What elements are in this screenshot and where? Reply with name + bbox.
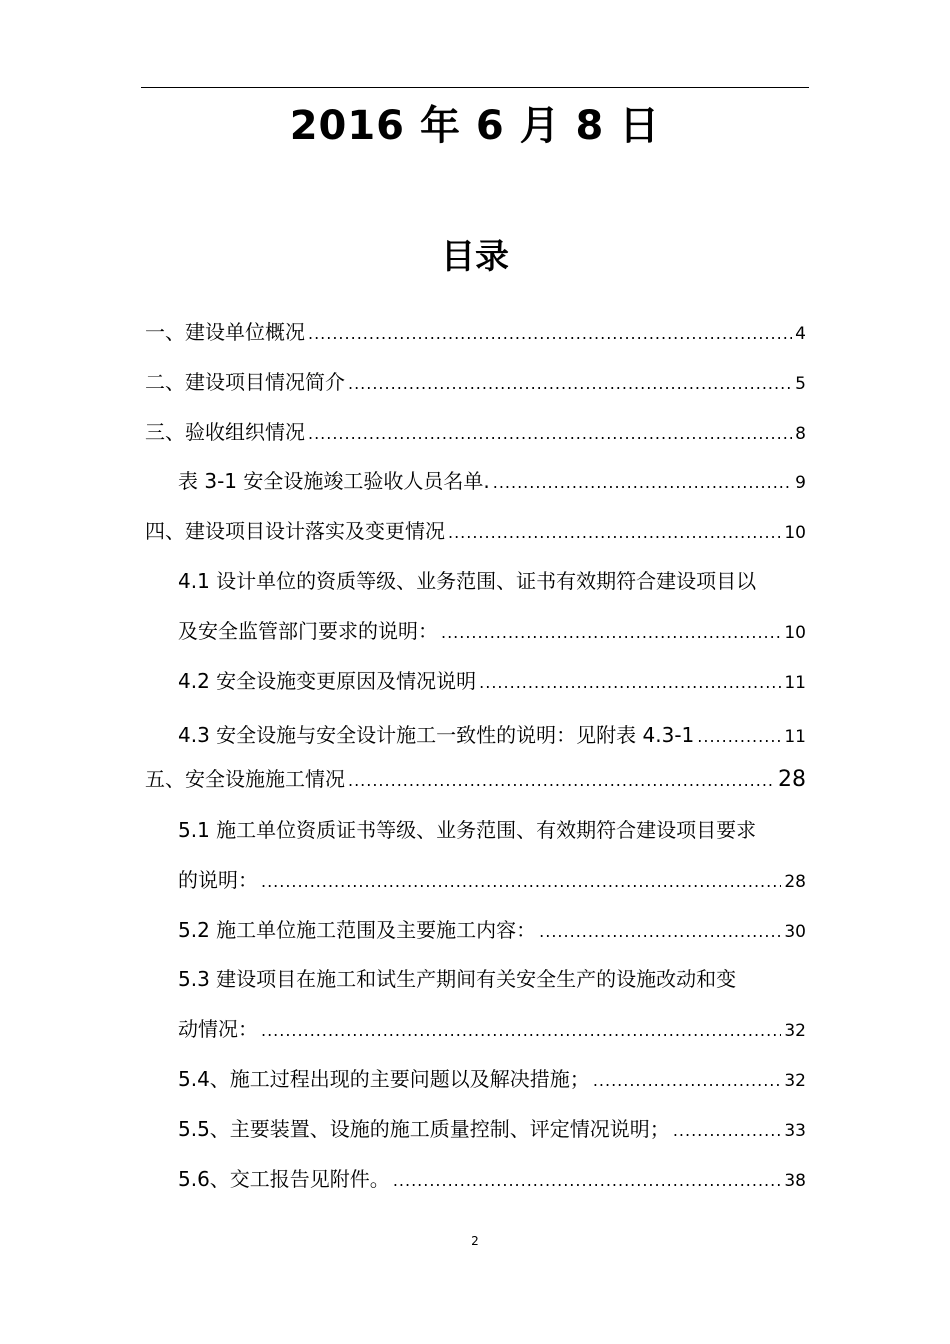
toc-entry-page: 28 — [784, 872, 806, 892]
toc-entry-text: 五、安全设施施工情况 — [145, 767, 345, 791]
toc-leader-dots — [348, 767, 775, 795]
toc-leader-dots — [493, 469, 792, 497]
toc-entry[interactable] — [178, 667, 806, 695]
toc-entry-text: 4.2 安全设施变更原因及情况说明 — [178, 669, 477, 693]
toc-leader-dots — [308, 320, 792, 348]
toc-entry-page: 11 — [784, 673, 806, 693]
toc-entry-page: 8 — [795, 424, 806, 444]
toc-entry-text: 4.3 安全设施与安全设计施工一致性的说明：见附表 4.3-1 — [178, 723, 695, 747]
toc-leader-dots — [448, 519, 781, 547]
toc-entry-page: 9 — [795, 473, 806, 493]
toc-entry-text-line1: 5.3 建设项目在施工和试生产期间有关安全生产的设施改动和变 — [178, 967, 737, 991]
toc-entry[interactable] — [145, 765, 806, 793]
toc-entry[interactable] — [178, 1165, 806, 1193]
toc-leader-dots — [393, 1167, 782, 1195]
toc-entry-text: 5.5、主要装置、设施的施工质量控制、评定情况说明； — [178, 1117, 670, 1141]
toc-entry-page: 33 — [784, 1121, 806, 1141]
toc-leader-dots — [261, 1017, 781, 1045]
toc-title: 目录 — [441, 237, 509, 277]
toc-entry-text: 表 3-1 安全设施竣工验收人员名单. — [178, 469, 490, 493]
toc-entry-page: 28 — [778, 767, 806, 792]
toc-entry-text: 一、建设单位概况 — [145, 320, 305, 344]
toc-leader-dots — [261, 868, 781, 896]
toc-entry-text-line1: 4.1 设计单位的资质等级、业务范围、证书有效期符合建设项目以 — [178, 569, 757, 593]
toc-entry-text: 三、验收组织情况 — [145, 420, 305, 444]
toc-leader-dots — [308, 420, 792, 448]
toc-entry-page: 11 — [784, 727, 806, 747]
toc-leader-dots — [441, 619, 781, 647]
page-number: 2 — [471, 1234, 479, 1248]
toc-entry-text: 的说明： — [178, 868, 258, 892]
toc-leader-dots — [697, 723, 781, 751]
document-date: 2016 年 6 月 8 日 — [289, 103, 661, 149]
toc-entry[interactable] — [145, 368, 806, 396]
toc-entry-text: 5.4、施工过程出现的主要问题以及解决措施； — [178, 1067, 590, 1091]
toc-leader-dots — [539, 918, 781, 946]
toc-leader-dots — [479, 669, 781, 697]
toc-entry[interactable] — [145, 517, 806, 545]
toc-entry-page: 32 — [784, 1071, 806, 1091]
toc-leader-dots — [593, 1067, 782, 1095]
toc-entry-text-line1: 5.1 施工单位资质证书等级、业务范围、有效期符合建设项目要求 — [178, 818, 757, 842]
toc-entry-text: 二、建设项目情况简介 — [145, 370, 345, 394]
toc-leader-dots — [673, 1117, 782, 1145]
toc-entry-page: 32 — [784, 1021, 806, 1041]
toc-leader-dots — [348, 370, 792, 398]
toc-entry-page: 5 — [795, 374, 806, 394]
toc-entry[interactable] — [178, 617, 806, 645]
toc-entry-page: 10 — [784, 523, 806, 543]
toc-entry[interactable] — [178, 916, 806, 944]
header-rule — [141, 87, 809, 88]
toc-entry-page: 30 — [784, 922, 806, 942]
toc-entry-text: 及安全监管部门要求的说明： — [178, 619, 438, 643]
toc-entry-page: 10 — [784, 623, 806, 643]
toc-entry-text: 四、建设项目设计落实及变更情况 — [145, 519, 445, 543]
toc-entry[interactable] — [178, 1115, 806, 1143]
toc-entry[interactable] — [178, 866, 806, 894]
toc-entry-page: 38 — [784, 1171, 806, 1191]
toc-entry[interactable] — [178, 467, 806, 495]
toc-entry-text: 5.6、交工报告见附件。 — [178, 1167, 390, 1191]
toc-entry[interactable] — [178, 1065, 806, 1093]
toc-entry-text: 5.2 施工单位施工范围及主要施工内容： — [178, 918, 537, 942]
toc-entry-page: 4 — [795, 324, 806, 344]
toc-entry[interactable] — [178, 1015, 806, 1043]
toc-entry-text: 动情况： — [178, 1017, 258, 1041]
toc-entry[interactable] — [145, 318, 806, 346]
toc-entry[interactable] — [145, 418, 806, 446]
toc-entry[interactable] — [178, 721, 806, 749]
